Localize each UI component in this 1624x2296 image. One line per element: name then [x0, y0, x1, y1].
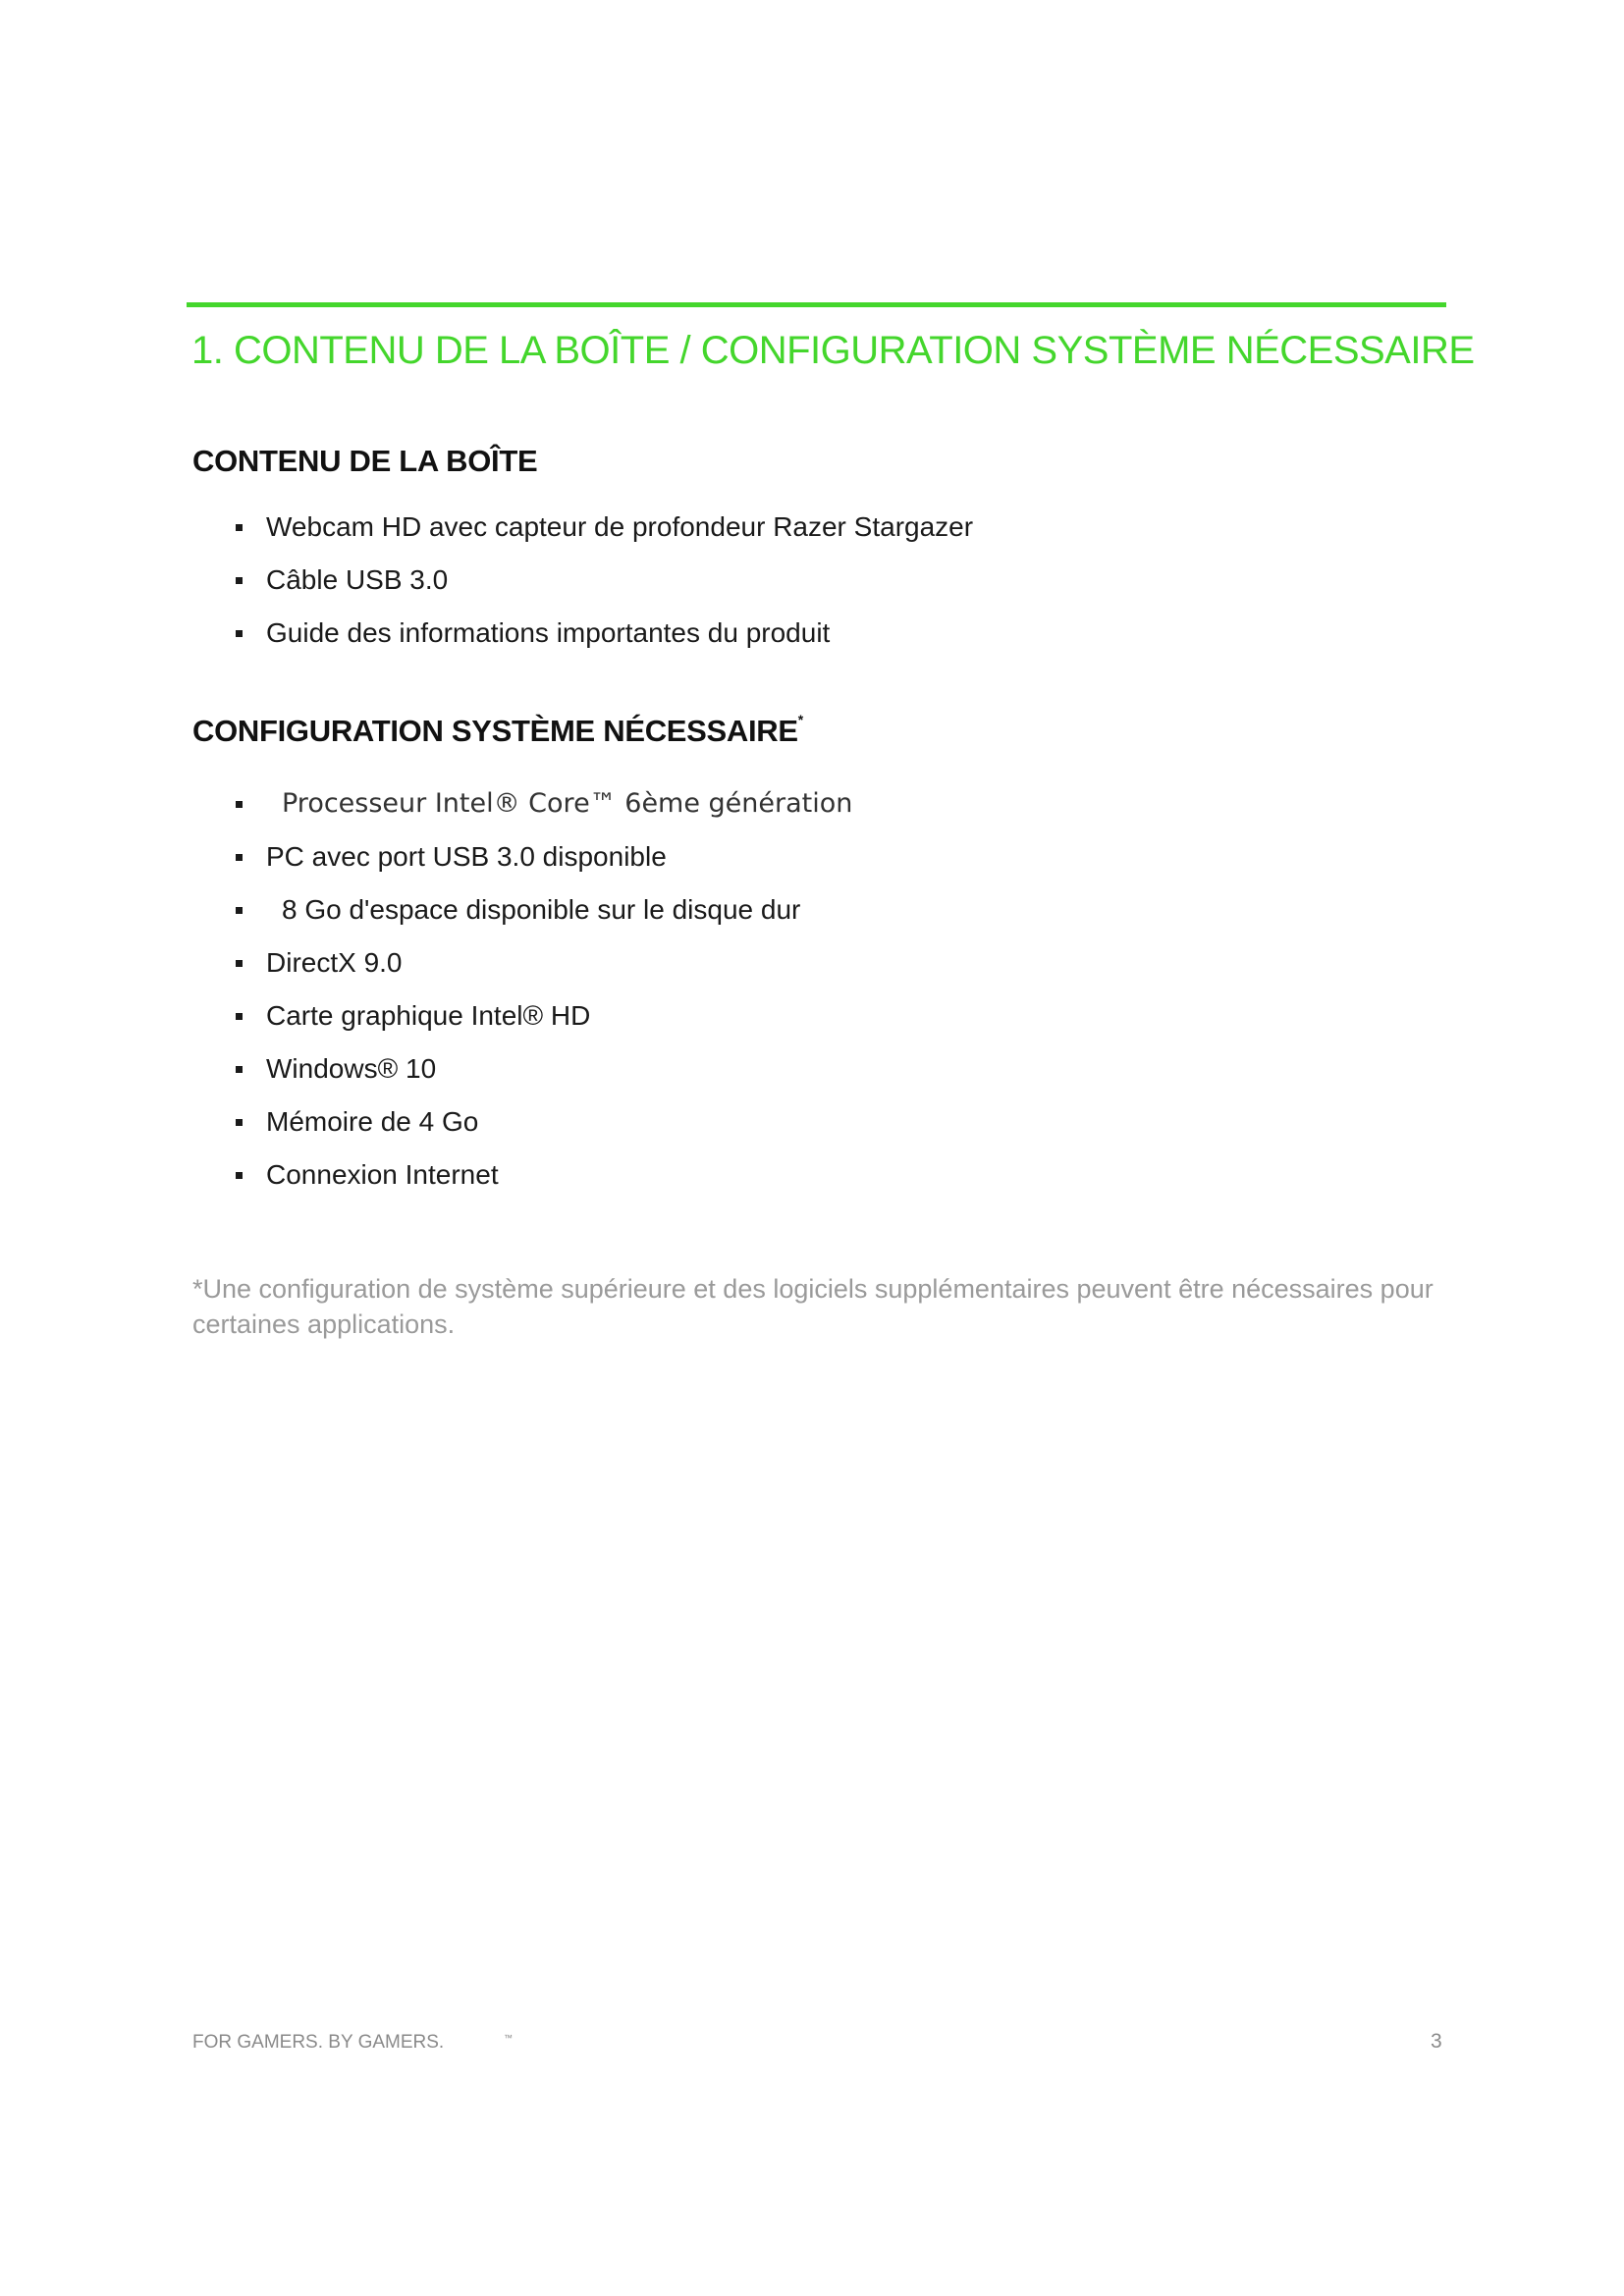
requirements-footnote: *Une configuration de système supérieure et des logiciels supplémentaires peuvent être nécessaires pour certaines applications. [192, 1274, 1434, 1339]
footnote-marker: * [797, 712, 803, 727]
box-contents-heading: CONTENU DE LA BOÎTE [192, 444, 538, 478]
system-requirements-heading [192, 714, 803, 749]
page-number: 3 [1431, 2030, 1442, 2053]
list-item-text: Carte graphique Intel® HD [266, 1000, 591, 1031]
square-bullet-icon [236, 577, 243, 584]
square-bullet-icon [236, 1013, 243, 1020]
square-bullet-icon [236, 524, 243, 531]
list-item-text: Webcam HD avec capteur de profondeur Razer Stargazer [266, 511, 974, 542]
list-item-text: PC avec port USB 3.0 disponible [266, 841, 667, 872]
square-bullet-icon [236, 907, 243, 914]
list-item-text: 8 Go d'espace disponible sur le disque dur [282, 894, 801, 925]
square-bullet-icon [236, 960, 243, 967]
footer-trademark: ™ [504, 2033, 513, 2043]
square-bullet-icon [236, 1119, 243, 1126]
footer-tagline: FOR GAMERS. BY GAMERS. [192, 2032, 445, 2053]
list-item-text: Câble USB 3.0 [266, 564, 449, 595]
list-item-text: Connexion Internet [266, 1159, 499, 1190]
square-bullet-icon [236, 854, 243, 861]
square-bullet-icon [236, 1066, 243, 1073]
square-bullet-icon [236, 801, 243, 808]
list-item-text: Mémoire de 4 Go [266, 1106, 479, 1137]
chapter-title: 1. CONTENU DE LA BOÎTE / CONFIGURATION SYSTÈME NÉCESSAIRE [191, 329, 1475, 372]
list-item-text: Guide des informations importantes du produit [266, 617, 831, 648]
system-requirements-heading-text: CONFIGURATION SYSTÈME NÉCESSAIRE [192, 714, 798, 748]
square-bullet-icon [236, 1172, 243, 1179]
list-item-text: DirectX 9.0 [266, 947, 403, 978]
list-item-text: Windows® 10 [266, 1053, 437, 1084]
list-item-text: Processeur Intel® Core™ 6ème génération [282, 788, 853, 819]
square-bullet-icon [236, 630, 243, 637]
chapter-divider-rule [187, 302, 1446, 307]
